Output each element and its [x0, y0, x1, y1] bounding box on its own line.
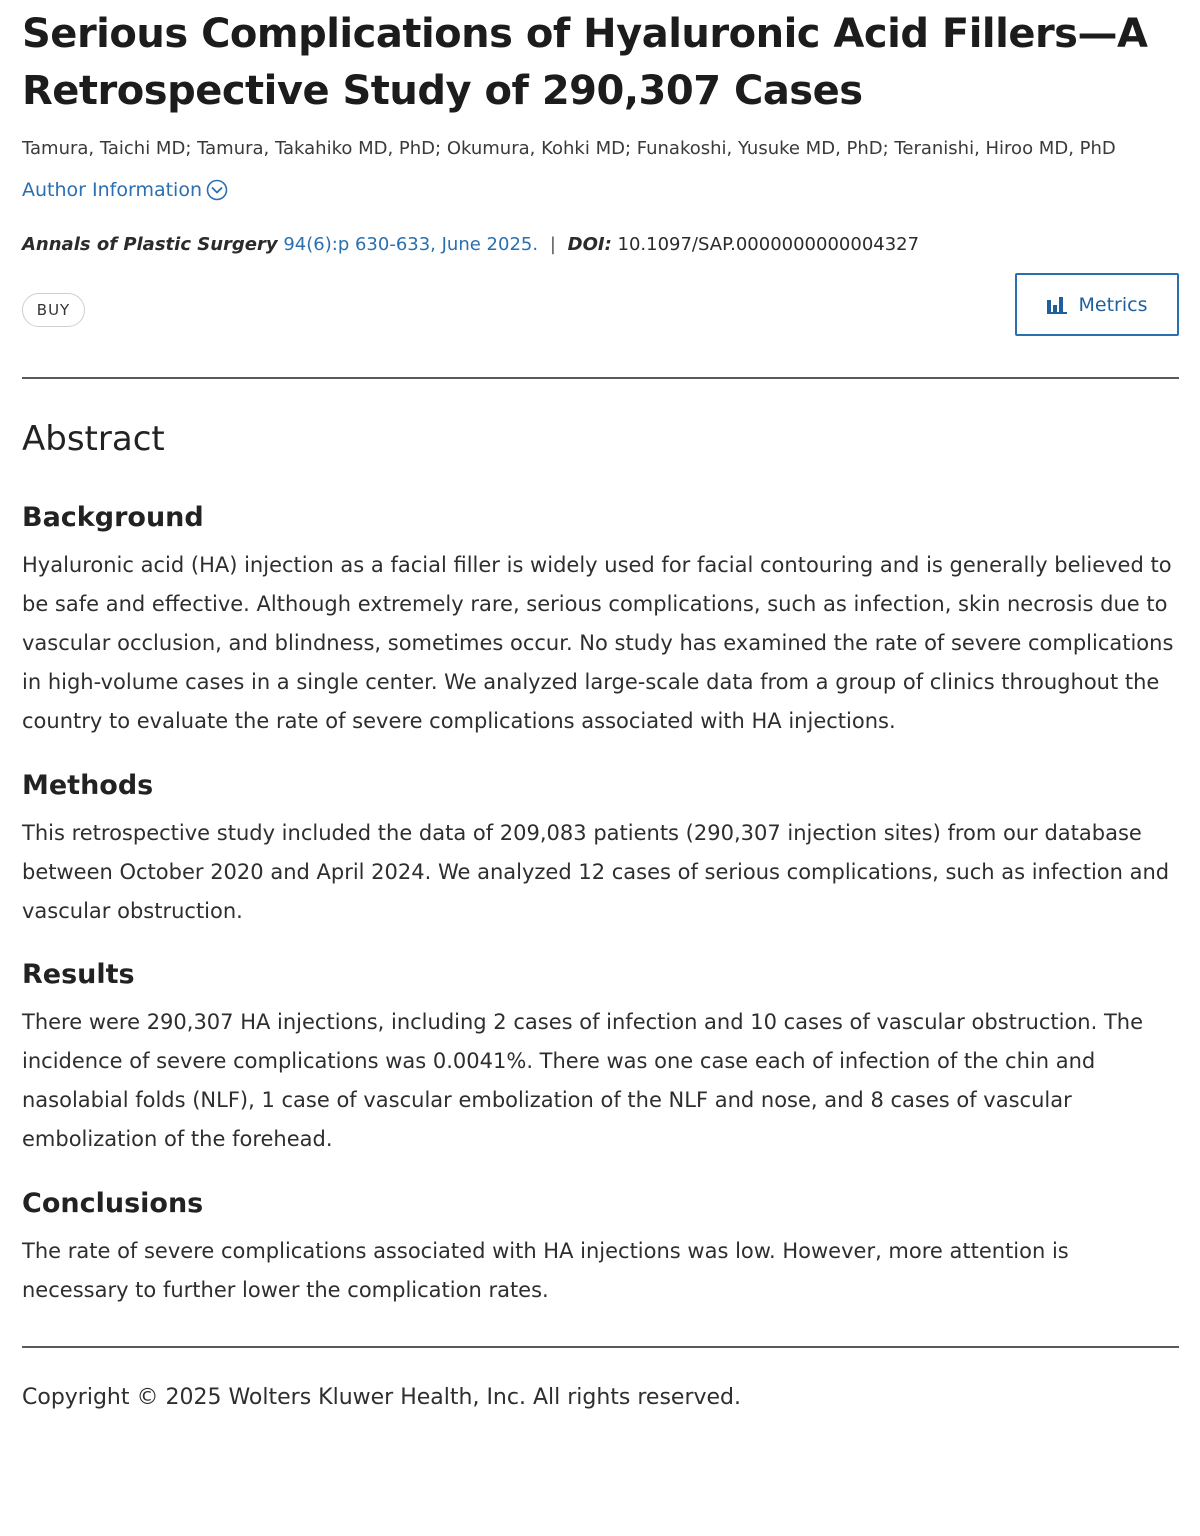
abstract-heading: Abstract: [22, 419, 165, 459]
metrics-button[interactable]: [1015, 273, 1179, 336]
issue-link[interactable]: 94(6):p 630-633, June 2025.: [283, 234, 539, 255]
abstract-section-background: [22, 498, 1179, 741]
author-information-toggle[interactable]: [22, 178, 228, 202]
buy-button[interactable]: BUY: [22, 293, 85, 327]
article-title: Serious Complications of Hyaluronic Acid Fillers—A Retrospective Study of 290,307 Cases: [22, 11, 1148, 114]
section-text: Hyaluronic acid (HA) injection as a facial filler is widely used for facial contouring and is generally believed to be safe and effective. Although extremely rare, serious complications, such as infection, skin necrosis due to vascular occlusion, and blindness, sometimes occur. No study has examined the rate of severe complications in high-volume cases in a single center. We analyzed large-scale data from a group of clinics throughout the country to evaluate the rate of severe complications associated with HA injections.: [22, 553, 1174, 733]
section-heading: Conclusions: [22, 1188, 204, 1219]
chevron-circle-down-icon: [206, 179, 228, 201]
bar-chart-icon: [1047, 296, 1067, 314]
citation-separator: |: [549, 234, 556, 255]
section-heading: Results: [22, 959, 135, 990]
author-list: Tamura, Taichi MD; Tamura, Takahiko MD, PhD; Okumura, Kohki MD; Funakoshi, Yusuke MD, PhD; Teranishi, Hiroo MD, PhD: [22, 138, 1116, 159]
journal-name: Annals of Plastic Surgery: [22, 234, 278, 255]
section-heading: Background: [22, 502, 204, 533]
section-heading: Methods: [22, 770, 154, 801]
citation-line: [22, 233, 1179, 257]
article-actions: [22, 273, 1179, 353]
author-information-label: Author Information: [22, 179, 202, 201]
section-text: This retrospective study included the data of 209,083 patients (290,307 injection sites) from our database between October 2020 and April 2024. We analyzed 12 cases of serious complications, such as infection and vascular obstruction.: [22, 821, 1170, 923]
section-text: There were 290,307 HA injections, including 2 cases of infection and 10 cases of vascular obstruction. The incidence of severe complications was 0.0041%. There was one case each of infection of the chin and nasolabial folds (NLF), 1 case of vascular embolization of the NLF and nose, and 8 cases of vascular embolization of the forehead.: [22, 1010, 1144, 1151]
doi-value: 10.1097/SAP.0000000000004327: [617, 234, 920, 255]
footer-divider: [22, 1346, 1179, 1348]
doi-label: DOI:: [567, 234, 612, 255]
abstract-section-conclusions: [22, 1184, 1179, 1310]
abstract-section-methods: [22, 766, 1179, 931]
copyright-notice: Copyright © 2025 Wolters Kluwer Health, Inc. All rights reserved.: [22, 1385, 742, 1410]
section-divider: [22, 377, 1179, 379]
section-text: The rate of severe complications associated with HA injections was low. However, more attention is necessary to further lower the complication rates.: [22, 1239, 1069, 1302]
metrics-label: Metrics: [1078, 293, 1148, 316]
abstract-section-results: [22, 955, 1179, 1159]
